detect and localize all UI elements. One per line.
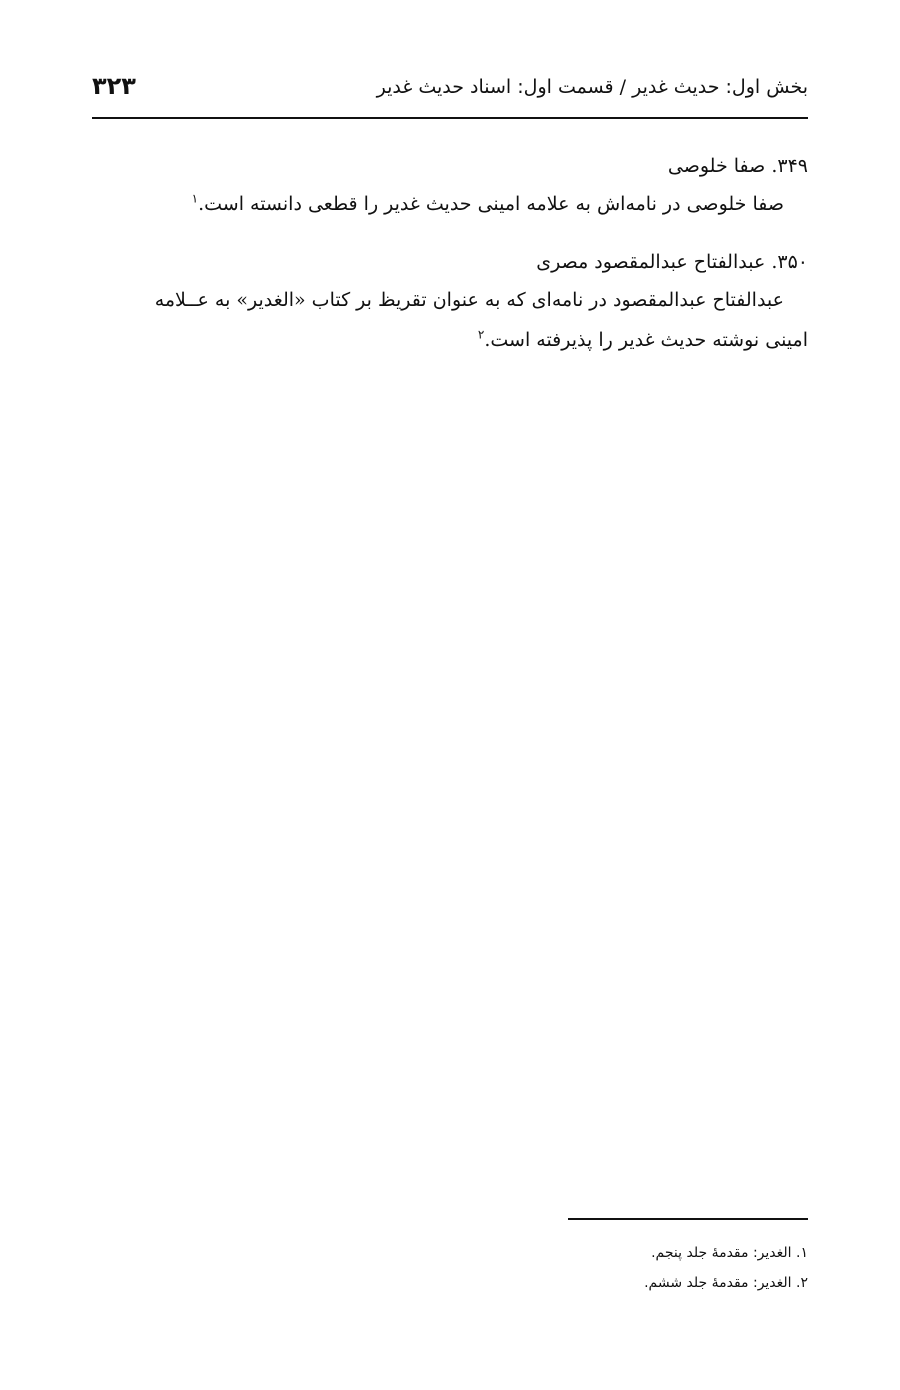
page-number: ۳۲۳ xyxy=(92,72,136,100)
page-body xyxy=(92,148,808,380)
running-header-title: بخش اول: حدیث غدیر / قسمت اول: اسناد حدیث غدیر xyxy=(376,76,808,98)
entry-heading: ۳۴۹. صفا خلوصی xyxy=(667,155,808,177)
entry-349 xyxy=(92,148,808,224)
entry-paragraph-line xyxy=(92,320,808,360)
entry-text: عبدالفتاح عبدالمقصود در نامه‌ای که به عنوان تقریظ بر کتاب «الغدیر» به عــلامه xyxy=(154,289,784,311)
entry-350 xyxy=(92,244,808,360)
footnotes xyxy=(92,1238,808,1298)
footnote-marker[interactable]: ۱ xyxy=(191,191,199,206)
header-divider xyxy=(92,117,808,119)
running-header xyxy=(92,72,808,112)
entry-paragraph xyxy=(92,184,784,224)
footnote-marker[interactable]: ۲ xyxy=(477,327,485,342)
footnote-divider xyxy=(568,1218,808,1220)
entry-text: امینی نوشته حدیث غدیر را پذیرفته است. xyxy=(484,329,808,351)
entry-text: صفا خلوصی در نامه‌اش به علامه امینی حدیث غدیر را قطعی دانسته است. xyxy=(198,193,784,215)
footnote-item: ۱. الغدیر: مقدمهٔ جلد پنجم. xyxy=(651,1245,808,1261)
footnote-item: ۲. الغدیر: مقدمهٔ جلد ششم. xyxy=(644,1275,808,1291)
entry-paragraph-line xyxy=(92,280,784,320)
entry-heading: ۳۵۰. عبدالفتاح عبدالمقصود مصری xyxy=(536,251,808,273)
